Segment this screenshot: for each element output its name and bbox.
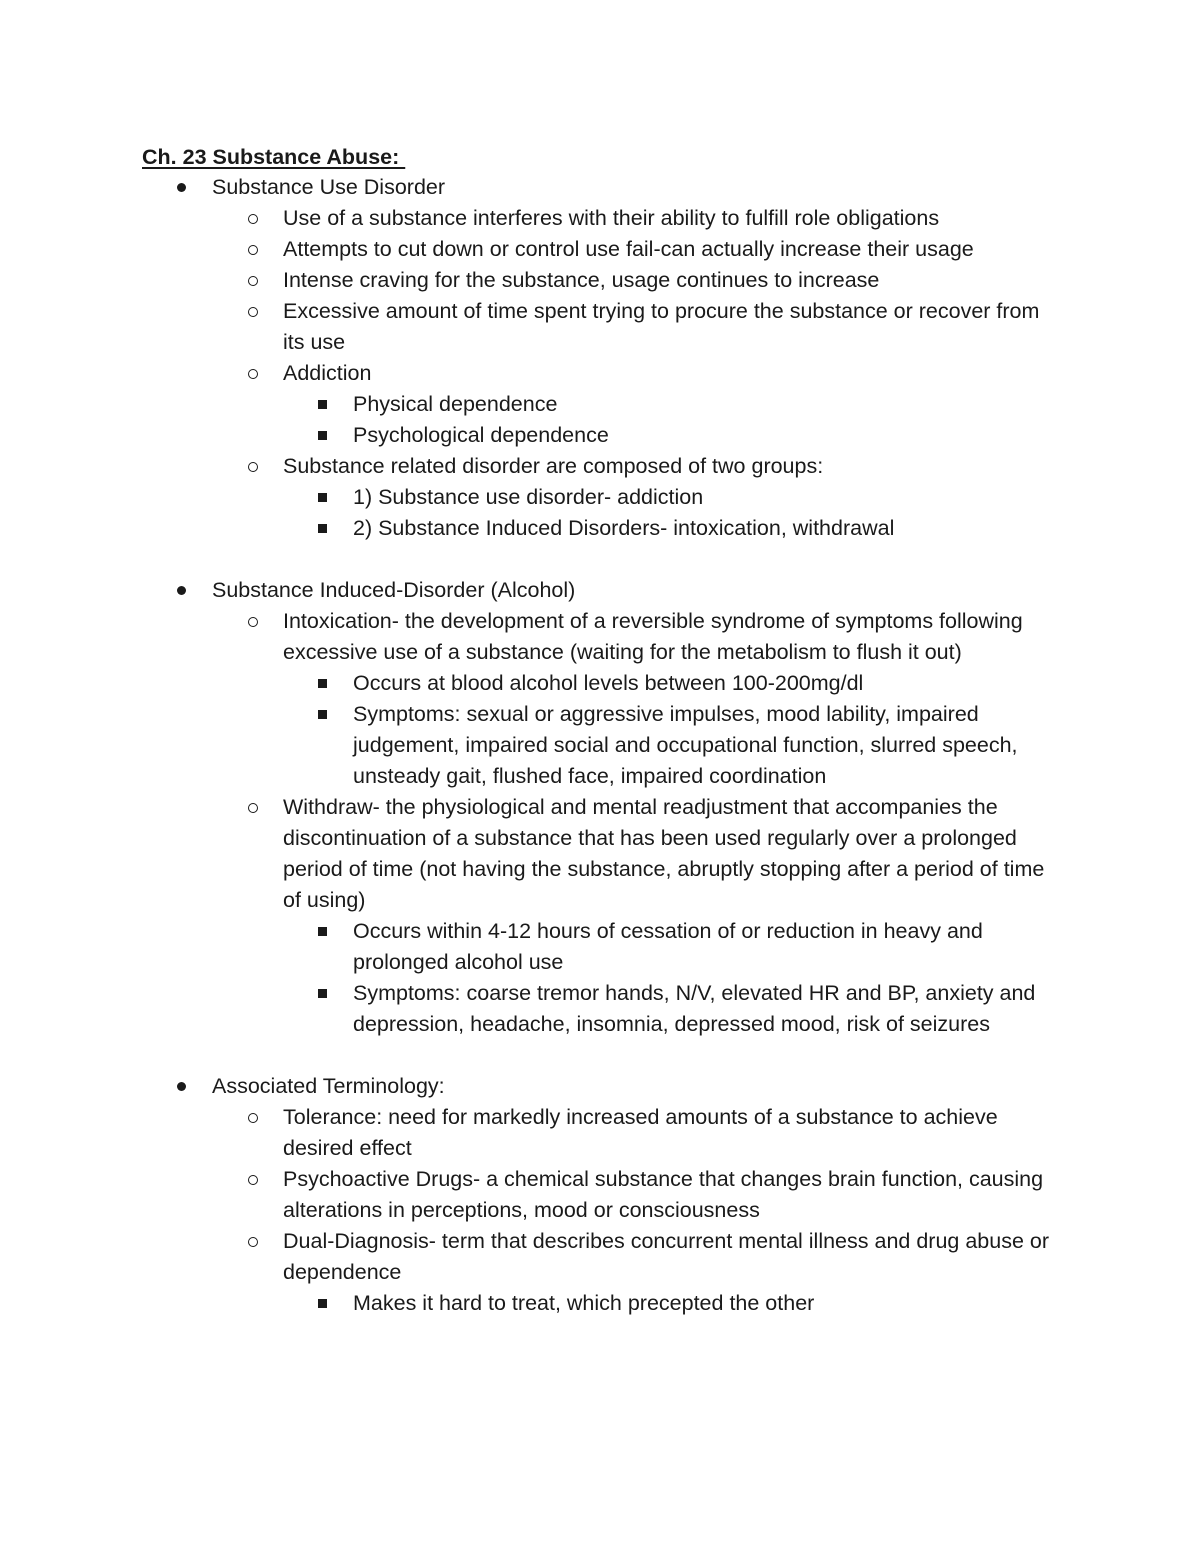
square-bullet-icon — [318, 668, 327, 699]
list-item: Intense craving for the substance, usage continues to increase — [0, 265, 1200, 296]
sub-list-item: Makes it hard to treat, which precepted the other — [0, 1288, 1200, 1319]
square-bullet-icon — [318, 513, 327, 544]
square-bullet-icon — [318, 389, 327, 420]
circle-bullet-icon — [248, 234, 258, 265]
square-bullet-icon — [318, 482, 327, 513]
section-spacer — [0, 544, 1200, 575]
list-item: Intoxication- the development of a reversible syndrome of symptoms following excessive use of a substance (waiting for the metabolism to flush it out) — [0, 606, 1200, 668]
circle-bullet-icon — [248, 265, 258, 296]
sub-list-item: 1) Substance use disorder- addiction — [0, 482, 1200, 513]
circle-bullet-icon — [248, 792, 258, 823]
section-spacer — [0, 1040, 1200, 1071]
disc-bullet-icon — [177, 575, 186, 606]
section-heading: Substance Use Disorder — [0, 172, 1200, 203]
square-bullet-icon — [318, 978, 327, 1009]
circle-bullet-icon — [248, 358, 258, 389]
list-item: Withdraw- the physiological and mental readjustment that accompanies the discontinuation of a substance that has been used regularly over a prolonged period of time (not having the substance, abruptly stopping after a period of time of using) — [0, 792, 1200, 916]
circle-bullet-icon — [248, 451, 258, 482]
square-bullet-icon — [318, 916, 327, 947]
sub-list-item: Occurs within 4-12 hours of cessation of or reduction in heavy and prolonged alcohol use — [0, 916, 1200, 978]
sub-list-item: Symptoms: sexual or aggressive impulses, mood lability, impaired judgement, impaired social and occupational function, slurred speech, unsteady gait, flushed face, impaired coordination — [0, 699, 1200, 792]
section-heading: Substance Induced-Disorder (Alcohol) — [0, 575, 1200, 606]
square-bullet-icon — [318, 699, 327, 730]
circle-bullet-icon — [248, 203, 258, 234]
circle-bullet-icon — [248, 1164, 258, 1195]
circle-bullet-icon — [248, 1102, 258, 1133]
disc-bullet-icon — [177, 1071, 186, 1102]
circle-bullet-icon — [248, 296, 258, 327]
notes-body — [0, 172, 1200, 1319]
sub-list-item: Occurs at blood alcohol levels between 100-200mg/dl — [0, 668, 1200, 699]
list-item: Tolerance: need for markedly increased amounts of a substance to achieve desired effect — [0, 1102, 1200, 1164]
circle-bullet-icon — [248, 1226, 258, 1257]
list-item: Attempts to cut down or control use fail-can actually increase their usage — [0, 234, 1200, 265]
list-item: Psychoactive Drugs- a chemical substance that changes brain function, causing alterations in perceptions, mood or consciousness — [0, 1164, 1200, 1226]
sub-list-item: Physical dependence — [0, 389, 1200, 420]
disc-bullet-icon — [177, 172, 186, 203]
sub-list-item: 2) Substance Induced Disorders- intoxication, withdrawal — [0, 513, 1200, 544]
list-item: Addiction — [0, 358, 1200, 389]
list-item: Excessive amount of time spent trying to procure the substance or recover from its use — [0, 296, 1200, 358]
sub-list-item: Symptoms: coarse tremor hands, N/V, elevated HR and BP, anxiety and depression, headache, insomnia, depressed mood, risk of seizures — [0, 978, 1200, 1040]
circle-bullet-icon — [248, 606, 258, 637]
list-item: Dual-Diagnosis- term that describes concurrent mental illness and drug abuse or dependence — [0, 1226, 1200, 1288]
section-heading: Associated Terminology: — [0, 1071, 1200, 1102]
square-bullet-icon — [318, 1288, 327, 1319]
list-item: Substance related disorder are composed of two groups: — [0, 451, 1200, 482]
sub-list-item: Psychological dependence — [0, 420, 1200, 451]
page-title: Ch. 23 Substance Abuse: — [142, 145, 406, 169]
list-item: Use of a substance interferes with their ability to fulfill role obligations — [0, 203, 1200, 234]
square-bullet-icon — [318, 420, 327, 451]
